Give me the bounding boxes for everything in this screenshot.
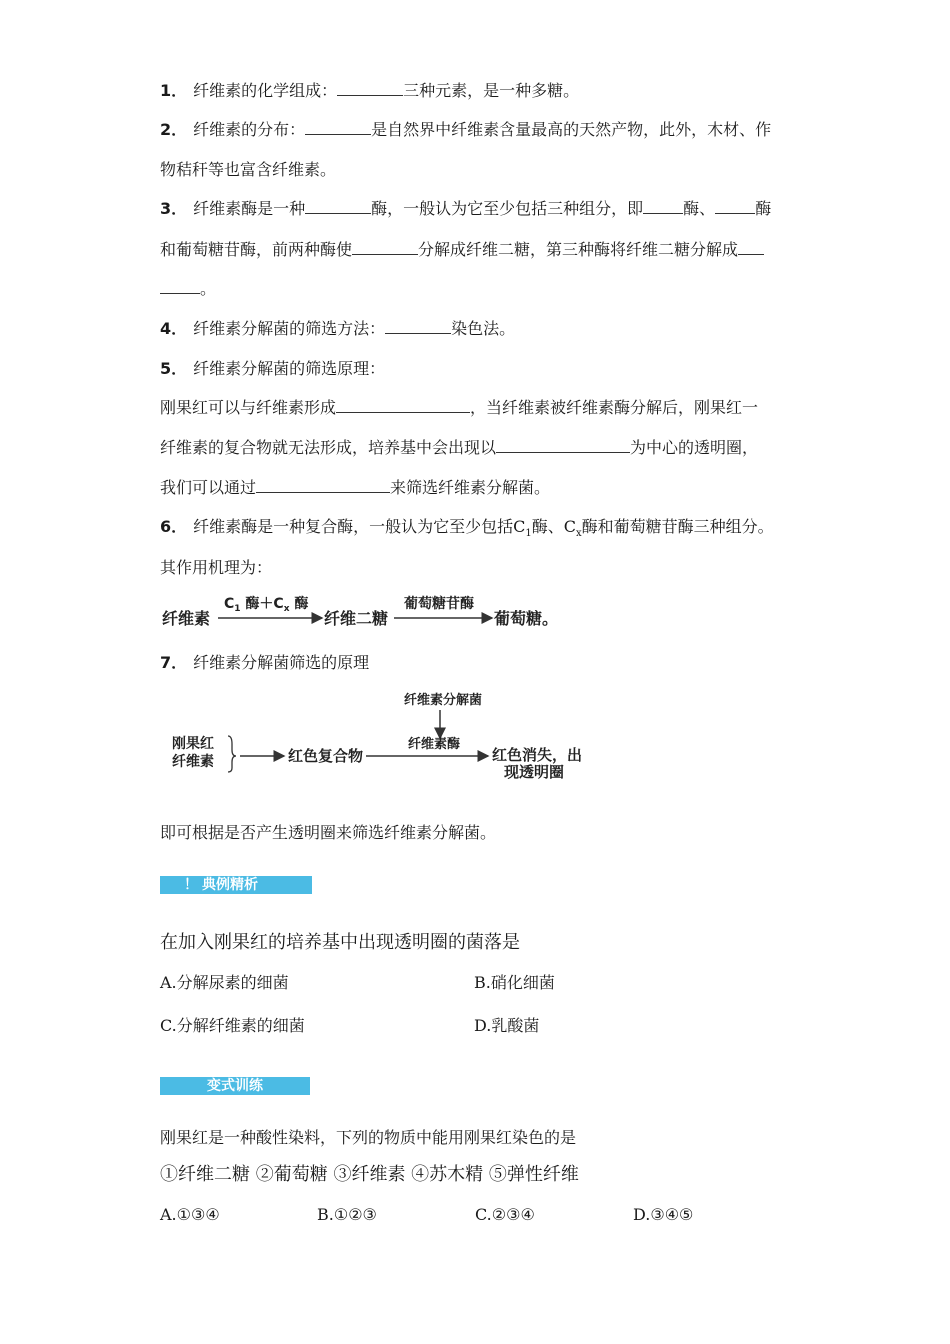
answer-blank[interactable] — [256, 478, 390, 493]
answer-blank[interactable] — [336, 398, 470, 413]
diagram-label-cellulase: 纤维素酶 — [408, 737, 461, 752]
question-5-line1: 刚果红可以与纤维素形成 ，当纤维素被纤维素酶分解后，刚果红一 — [160, 398, 759, 417]
practice-banner: 变式训练 — [160, 1077, 310, 1095]
answer-blank[interactable] — [337, 81, 403, 96]
diagram-node-decomposer: 纤维素分解菌 — [404, 693, 483, 708]
practice-option-a[interactable]: A.①③④ — [160, 1205, 220, 1224]
question-6-line2: 其作用机理为： — [160, 558, 273, 577]
diagram-node-congo-red: 刚果红 — [172, 736, 214, 752]
question-5-line2: 纤维素的复合物就无法形成，培养基中会出现以 为中心的透明圈， — [160, 438, 759, 457]
question-4: 4． 纤维素分解菌的筛选方法： 染色法。 — [160, 319, 516, 338]
example-banner: ！ 典例精析 — [160, 876, 312, 894]
diagram-node-result-line1: 红色消失，出 — [492, 746, 583, 764]
answer-blank[interactable] — [496, 438, 630, 453]
answer-blank[interactable] — [715, 199, 755, 214]
practice-question: 刚果红是一种酸性染料，下列的物质中能用刚果红染色的是 — [160, 1128, 577, 1147]
question-2: 2． 纤维素的分布： 是自然界中纤维素含量最高的天然产物，此外，木材、作 — [160, 120, 772, 139]
answer-blank[interactable] — [352, 240, 418, 255]
diagram-node-cellulose: 纤维素 — [162, 609, 211, 628]
answer-blank[interactable] — [738, 240, 764, 255]
question-2-line2: 物秸秆等也富含纤维素。 — [160, 160, 337, 179]
screening-principle-diagram — [160, 686, 600, 786]
question-3-line2: 和葡萄糖苷酶，前两种酶使 分解成纤维二糖，第三种酶将纤维二糖分解成 — [160, 237, 764, 260]
example-question: 在加入刚果红的培养基中出现透明圈的菌落是 — [160, 932, 520, 953]
example-option-a[interactable]: A.分解尿素的细菌 — [160, 973, 289, 992]
diagram-node-glucose: 葡萄糖。 — [494, 609, 559, 628]
answer-blank[interactable] — [305, 199, 371, 214]
answer-blank[interactable] — [305, 120, 371, 135]
conclusion-text: 即可根据是否产生透明圈来筛选纤维素分解菌。 — [160, 823, 497, 842]
practice-option-c[interactable]: C.②③④ — [475, 1205, 535, 1224]
cellulose-mechanism-diagram — [160, 588, 580, 632]
answer-blank[interactable] — [160, 279, 200, 294]
answer-blank[interactable] — [385, 319, 451, 334]
practice-items: ①纤维二糖 ②葡萄糖 ③纤维素 ④苏木精 ⑤弹性纤维 — [160, 1164, 579, 1185]
diagram-node-result-line2: 现透明圈 — [504, 763, 565, 781]
diagram-node-cellobiose: 纤维二糖 — [324, 609, 389, 628]
diagram-brace — [228, 736, 236, 772]
example-option-b[interactable]: B.硝化细菌 — [474, 973, 555, 992]
exclamation-icon: ！ — [184, 877, 198, 893]
example-option-d[interactable]: D.乳酸菌 — [474, 1016, 540, 1035]
diagram-node-red-complex: 红色复合物 — [288, 747, 364, 765]
question-1: 1． 纤维素的化学组成： 三种元素，是一种多糖。 — [160, 81, 580, 100]
practice-option-b[interactable]: B.①②③ — [317, 1205, 377, 1224]
question-6: 6． 纤维素酶是一种复合酶，一般认为它至少包括$C_1$酶、$C_x$酶和葡萄糖苷酶三种组分。 — [160, 517, 774, 540]
question-5-line3: 我们可以通过 来筛选纤维素分解菌。 — [160, 478, 551, 497]
diagram-node-cellulose: 纤维素 — [172, 754, 214, 770]
question-3: 3． 纤维素酶是一种 酶，一般认为它至少包括三种组分，即 酶、 酶 — [160, 199, 772, 218]
diagram-label-glucosidase: 葡萄糖苷酶 — [404, 596, 474, 612]
diagram-label-enzymes: $C_1$ 酶$+C_x$ 酶 — [224, 596, 309, 614]
answer-blank[interactable] — [643, 199, 683, 214]
example-option-c[interactable]: C.分解纤维素的细菌 — [160, 1016, 305, 1035]
question-5: 5． 纤维素分解菌的筛选原理： — [160, 359, 386, 378]
question-3-line3: 。 — [160, 276, 216, 299]
practice-option-d[interactable]: D.③④⑤ — [633, 1205, 694, 1224]
question-7: 7． 纤维素分解菌筛选的原理 — [160, 653, 370, 672]
